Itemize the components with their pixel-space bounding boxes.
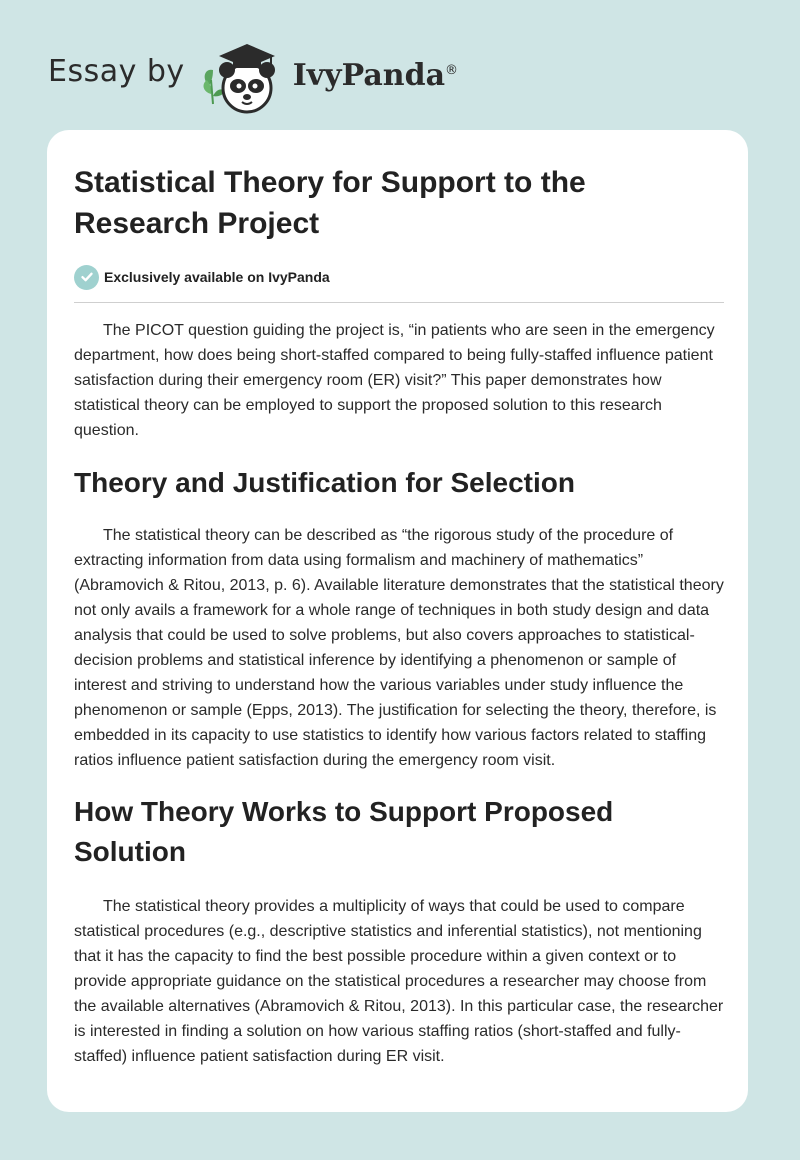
site-header [48, 34, 458, 114]
check-circle-icon [74, 265, 99, 290]
article-title: Statistical Theory for Support to the Research Project [74, 166, 586, 240]
divider [74, 302, 724, 303]
article-card [47, 130, 748, 1112]
exclusive-badge-label: Exclusively available on IvyPanda [104, 269, 330, 285]
section-heading-theory: Theory and Justification for Selection [74, 467, 575, 498]
section-heading-support: How Theory Works to Support Proposed Solution [74, 796, 614, 867]
brand-name[interactable]: IvyPanda® [292, 57, 459, 93]
exclusive-badge [74, 264, 724, 290]
section-body-support: The statistical theory provides a multiplicity of ways that could be used to compare statistical procedures (e.g., descriptive statistics and inferential statistics), not mentioning that it has the capacity to find the best possible procedure within a given context or to provide appropriate guidance on the statistical procedures a researcher may choose from the available alternatives (Abramovich & Ritou, 2013). In this particular case, the researcher is interested in finding a solution on how various staffing ratios (short-staffed and fully-staffed) influence patient satisfaction during ER visit. [74, 898, 724, 1065]
section-body-theory: The statistical theory can be described as “the rigorous study of the procedure of extracting information from data using formalism and machinery of mathematics” (Abramovich & Ritou, 2013, p. 6). Available literature demonstrates that the statistical theory not only avails a framework for a whole range of techniques in both study design and data analysis that could be used to solve problems, but also covers approaches to statistical-decision problems and statistical inference by identifying a phenomenon or sample of interest and striving to understand how the various variables under study influence the phenomenon or sample (Epps, 2013). The justification for selecting the theory, therefore, is embedded in its capacity to use statistics to identify how various factors related to staffing ratios influence patient satisfaction during the emergency room visit. [74, 527, 724, 769]
essay-by-label: Essay by [48, 53, 185, 89]
intro-paragraph: The PICOT question guiding the project is, “in patients who are seen in the emergency department, how does being short-staffed compared to being fully-staffed influence patient satisfaction during their emergency room (ER) visit?” This paper demonstrates how statistical theory can be employed to support the proposed solution to this research question. [74, 322, 715, 439]
article-content [74, 162, 724, 1069]
panda-graduate-icon[interactable] [199, 34, 287, 114]
